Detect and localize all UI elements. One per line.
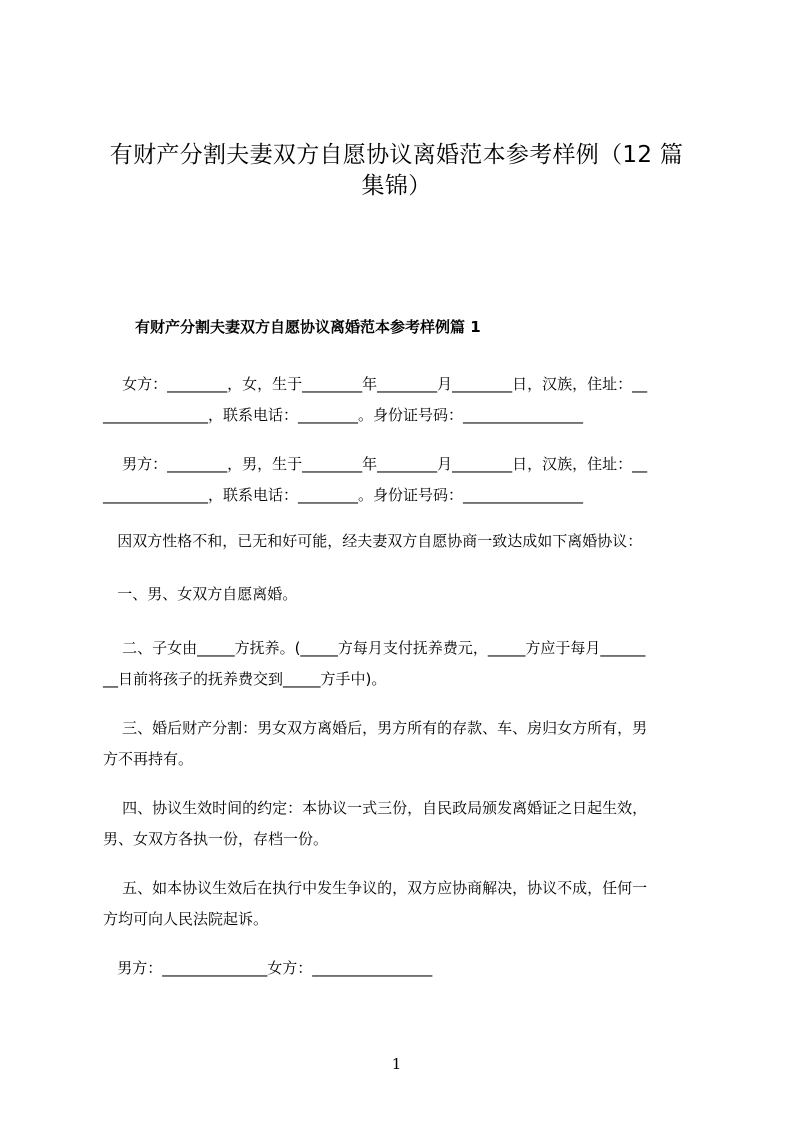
paragraph-line: 男方：________，男，生于________年________月________日，汉族，住址：__ [103, 455, 648, 473]
paragraph-line: 女方：________，女，生于________年________月________日，汉族，住址：__ [103, 375, 648, 393]
paragraph-clause-5 [103, 873, 703, 935]
title-line-2: 集锦） [361, 173, 432, 199]
paragraph-line: 因双方性格不和，已无和好可能，经夫妻双方自愿协商一致达成如下离婚协议： [103, 532, 643, 550]
paragraph-line: ______________，联系电话：________。身份证号码：________________ [103, 486, 584, 504]
paragraph-line: 一、男、女双方自愿离婚。 [103, 585, 298, 603]
paragraph-line: __日前将孩子的抚养费交到_____方手中)。 [103, 670, 387, 688]
title-line-1: 有财产分割夫妻双方自愿协议离婚范本参考样例（12 篇 [109, 142, 684, 168]
paragraph-line: ______________，联系电话：________。身份证号码：________________ [103, 406, 584, 424]
paragraph-line: 男方：______________女方：________________ [103, 959, 433, 977]
document-title [95, 140, 698, 202]
paragraph-line: 二、子女由_____方抚养。(_____方每月支付抚养费元，_____方应于每月______ [103, 639, 646, 657]
section-heading: 有财产分割夫妻双方自愿协议离婚范本参考样例篇 1 [135, 318, 481, 336]
paragraph-line: 三、婚后财产分割：男女双方离婚后，男方所有的存款、车、房归女方所有，男 [103, 719, 648, 737]
paragraph-preamble [103, 526, 703, 557]
paragraph-clause-1 [103, 579, 703, 610]
paragraph-male-party [103, 449, 703, 511]
paragraph-line: 四、协议生效时间的约定：本协议一式三份，自民政局颁发离婚证之日起生效， [103, 799, 648, 817]
paragraph-clause-4 [103, 793, 703, 855]
paragraph-line: 男、女双方各执一份，存档一份。 [103, 830, 329, 848]
page-number: 1 [391, 1055, 402, 1073]
paragraph-line: 方均可向人民法院起诉。 [103, 910, 269, 928]
paragraph-signatures [103, 953, 703, 984]
paragraph-line: 五、如本协议生效后在执行中发生争议的，双方应协商解决，协议不成，任何一 [103, 879, 648, 897]
paragraph-clause-2 [103, 633, 703, 695]
paragraph-clause-3 [103, 713, 703, 775]
paragraph-female-party [103, 369, 703, 431]
paragraph-line: 方不再持有。 [103, 750, 194, 768]
